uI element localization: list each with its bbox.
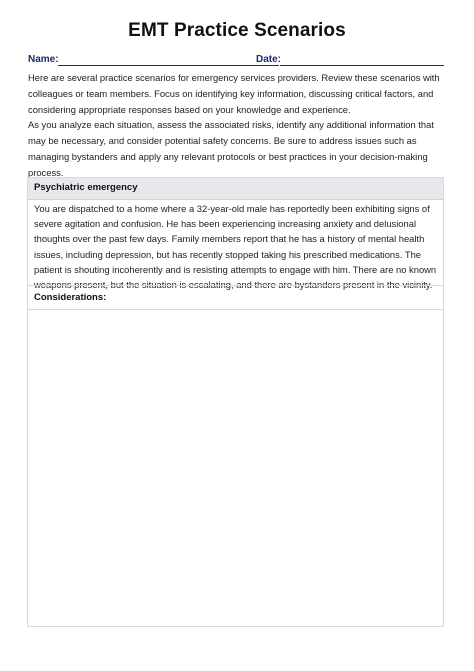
scenario-heading: Psychiatric emergency — [34, 182, 138, 193]
scenario-description: You are dispatched to a home where a 32-year-old male has reportedly been exhibiting signs of severe agitation and confusion. He has been experiencing increasing anxiety and delusional thoughts over the past few days. Family members report that he has a history of mental health issues, including depression, but has recently stopped taking his prescribed medications. The patient is shouting incoherently and is resisting attempts to engage with him. There are no known weapons present, but the situation is escalating, and there are bystanders present in the vicinity. — [34, 203, 437, 291]
scenario-header — [28, 178, 443, 200]
name-date-row — [28, 54, 446, 68]
name-field[interactable] — [58, 65, 279, 66]
instructions-paragraph: As you analyze each situation, assess the associated risks, identify any additional information that may be necessary, and consider potential safety concerns. Be sure to address issues such as managing bystanders and apply any relevant protocols or best practices in your decision-making process. — [28, 119, 434, 178]
date-field[interactable] — [280, 65, 444, 66]
scenario-card — [27, 177, 444, 627]
section-divider — [28, 285, 443, 286]
considerations-label: Considerations: — [34, 292, 107, 303]
page-title: EMT Practice Scenarios — [128, 20, 346, 41]
intro-paragraph: Here are several practice scenarios for emergency services providers. Review these scenarios with colleagues or team members. Focus on identifying key information, discussing critical factors, and considering appropriate responses based on your knowledge and experience. — [28, 72, 440, 115]
considerations-answer-area[interactable] — [28, 310, 443, 626]
name-label: Name: — [28, 54, 59, 65]
date-label: Date: — [256, 54, 282, 65]
